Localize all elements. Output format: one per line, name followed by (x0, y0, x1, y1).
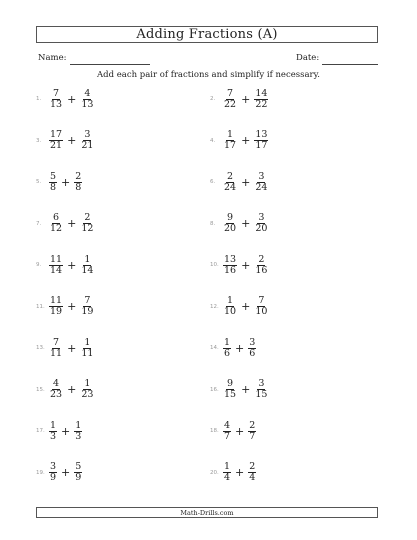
problem-item (36, 88, 95, 110)
denominator: 6 (224, 347, 231, 359)
fraction-b (79, 379, 95, 400)
plus-sign: + (241, 300, 251, 313)
numerator: 3 (50, 461, 57, 472)
denominator: 7 (224, 430, 231, 442)
problem-item (210, 337, 257, 359)
denominator: 3 (75, 430, 82, 442)
problem-item (36, 337, 95, 359)
numerator: 2 (227, 170, 234, 182)
fraction-b (253, 89, 269, 110)
problem-item (36, 213, 95, 235)
numerator: 1 (224, 336, 231, 348)
problem-number: 2. (210, 96, 216, 102)
numerator: 1 (50, 419, 57, 431)
fraction-a (48, 255, 64, 276)
numerator: 4 (84, 87, 91, 99)
problem-item (36, 296, 95, 318)
numerator: 9 (227, 212, 234, 223)
fraction-b (79, 89, 95, 110)
numerator: 1 (224, 461, 231, 472)
plus-sign: + (67, 383, 77, 396)
plus-sign: + (235, 341, 245, 355)
fraction-a (222, 296, 238, 317)
name-field-line (70, 64, 150, 65)
problem-item (36, 379, 95, 401)
problem-item (210, 213, 269, 235)
problem-item (36, 171, 83, 193)
fraction-b (253, 296, 269, 317)
problem-item (36, 254, 95, 276)
problem-number: 7. (36, 220, 42, 227)
denominator: 16 (255, 264, 268, 276)
numerator: 2 (84, 212, 91, 223)
denominator: 9 (75, 472, 82, 483)
fraction-b (253, 379, 269, 400)
plus-sign: + (241, 134, 251, 147)
problem-number: 8. (210, 220, 216, 227)
fraction-b (247, 462, 257, 483)
plus-sign: + (241, 383, 251, 396)
fraction-a (222, 130, 238, 151)
denominator: 20 (255, 223, 268, 234)
fraction-a (48, 338, 64, 359)
problem-number: 4. (210, 137, 216, 144)
plus-sign: + (61, 424, 71, 438)
numerator: 5 (75, 461, 82, 472)
denominator: 12 (50, 223, 63, 234)
numerator: 5 (50, 170, 57, 182)
denominator: 20 (224, 223, 237, 234)
denominator: 15 (255, 389, 268, 400)
problem-item (210, 130, 269, 152)
problem-number: 9. (36, 262, 42, 268)
fraction-b (73, 421, 83, 442)
denominator: 4 (224, 472, 231, 483)
numerator: 1 (227, 129, 234, 140)
fraction-a (48, 172, 58, 193)
fraction-b (79, 130, 95, 151)
problem-item (36, 420, 83, 442)
numerator: 4 (53, 378, 60, 389)
plus-sign: + (61, 466, 71, 479)
fraction-a (48, 421, 58, 442)
numerator: 4 (224, 419, 231, 431)
denominator: 24 (255, 181, 268, 193)
plus-sign: + (67, 341, 77, 355)
plus-sign: + (241, 92, 251, 106)
problem-number: 11. (36, 303, 45, 310)
plus-sign: + (235, 424, 245, 438)
numerator: 2 (258, 253, 265, 265)
numerator: 1 (84, 378, 91, 389)
denominator: 3 (50, 430, 57, 442)
fraction-a (222, 462, 232, 483)
denominator: 13 (50, 98, 63, 110)
fraction-b (73, 172, 83, 193)
denominator: 21 (50, 140, 63, 151)
numerator: 7 (53, 336, 60, 348)
problem-number: 13. (36, 345, 45, 351)
problem-item (210, 171, 269, 193)
denominator: 19 (81, 306, 94, 317)
plus-sign: + (67, 134, 77, 147)
numerator: 1 (84, 253, 91, 265)
numerator: 13 (255, 129, 268, 140)
fraction-b (253, 172, 269, 193)
problem-number: 19. (36, 469, 45, 476)
problem-number: 10. (210, 262, 219, 268)
problem-item (210, 296, 269, 318)
numerator: 7 (53, 87, 60, 99)
fraction-a (48, 379, 64, 400)
denominator: 9 (50, 472, 57, 483)
fraction-a (222, 213, 238, 234)
numerator: 1 (75, 419, 82, 431)
date-field-line (322, 64, 378, 65)
fraction-b (253, 255, 269, 276)
problem-number: 6. (210, 179, 216, 185)
plus-sign: + (241, 175, 251, 189)
denominator: 12 (81, 223, 94, 234)
instructions: Add each pair of fractions and simplify if necessary. (97, 70, 320, 80)
numerator: 7 (84, 295, 91, 306)
problem-number: 17. (36, 428, 45, 434)
numerator: 11 (50, 295, 63, 306)
numerator: 7 (258, 295, 265, 306)
fraction-b (79, 296, 95, 317)
denominator: 10 (255, 306, 268, 317)
problem-number: 20. (210, 469, 219, 476)
fraction-a (222, 421, 232, 442)
problem-item (36, 462, 83, 484)
numerator: 1 (227, 295, 234, 306)
problem-item (210, 88, 269, 110)
denominator: 6 (249, 347, 256, 359)
fraction-b (247, 338, 257, 359)
plus-sign: + (61, 175, 71, 189)
plus-sign: + (67, 300, 77, 313)
problem-number: 3. (36, 137, 42, 144)
numerator: 13 (224, 253, 237, 265)
numerator: 3 (258, 170, 265, 182)
denominator: 13 (81, 98, 94, 110)
denominator: 15 (224, 389, 237, 400)
denominator: 16 (224, 264, 237, 276)
denominator: 8 (50, 181, 57, 193)
name-label: Name: (38, 53, 67, 63)
denominator: 17 (255, 140, 268, 151)
problem-number: 1. (36, 96, 42, 102)
problem-number: 12. (210, 303, 219, 310)
numerator: 6 (53, 212, 60, 223)
fraction-b (253, 130, 269, 151)
fraction-b (79, 213, 95, 234)
fraction-a (222, 255, 238, 276)
fraction-a (48, 296, 64, 317)
numerator: 3 (258, 212, 265, 223)
problem-item (36, 130, 95, 152)
plus-sign: + (67, 217, 77, 230)
denominator: 23 (81, 389, 94, 400)
fraction-b (73, 462, 83, 483)
denominator: 14 (81, 264, 94, 276)
numerator: 7 (227, 87, 234, 99)
fraction-b (79, 338, 95, 359)
denominator: 17 (224, 140, 237, 151)
numerator: 3 (258, 378, 265, 389)
denominator: 19 (50, 306, 63, 317)
fraction-a (222, 338, 232, 359)
fraction-a (48, 462, 58, 483)
problem-item (210, 462, 257, 484)
plus-sign: + (241, 217, 251, 230)
problem-number: 15. (36, 386, 45, 393)
footer: Math-Drills.com (36, 507, 378, 518)
numerator: 2 (75, 170, 82, 182)
fraction-a (48, 130, 64, 151)
worksheet-title: Adding Fractions (A) (36, 26, 378, 43)
numerator: 9 (227, 378, 234, 389)
numerator: 11 (50, 253, 63, 265)
numerator: 17 (50, 129, 63, 140)
date-label: Date: (296, 53, 320, 63)
plus-sign: + (67, 92, 77, 106)
numerator: 3 (249, 336, 256, 348)
denominator: 22 (255, 98, 268, 110)
numerator: 14 (255, 87, 268, 99)
numerator: 1 (84, 336, 91, 348)
fraction-a (222, 89, 238, 110)
fraction-a (48, 89, 64, 110)
denominator: 11 (81, 347, 94, 359)
problem-item (210, 379, 269, 401)
problem-number: 18. (210, 428, 219, 434)
fraction-a (222, 379, 238, 400)
problem-item (210, 420, 257, 442)
plus-sign: + (67, 258, 77, 272)
numerator: 2 (249, 461, 256, 472)
denominator: 8 (75, 181, 82, 193)
denominator: 4 (249, 472, 256, 483)
denominator: 24 (224, 181, 237, 193)
plus-sign: + (235, 466, 245, 479)
fraction-b (79, 255, 95, 276)
denominator: 14 (50, 264, 63, 276)
fraction-a (222, 172, 238, 193)
numerator: 3 (84, 129, 91, 140)
denominator: 23 (50, 389, 63, 400)
denominator: 22 (224, 98, 237, 110)
denominator: 7 (249, 430, 256, 442)
fraction-b (253, 213, 269, 234)
problem-number: 14. (210, 345, 219, 351)
numerator: 2 (249, 419, 256, 431)
fraction-a (48, 213, 64, 234)
denominator: 11 (50, 347, 63, 359)
plus-sign: + (241, 258, 251, 272)
problem-item (210, 254, 269, 276)
problem-number: 5. (36, 179, 42, 185)
fraction-b (247, 421, 257, 442)
denominator: 10 (224, 306, 237, 317)
problem-number: 16. (210, 386, 219, 393)
denominator: 21 (81, 140, 94, 151)
